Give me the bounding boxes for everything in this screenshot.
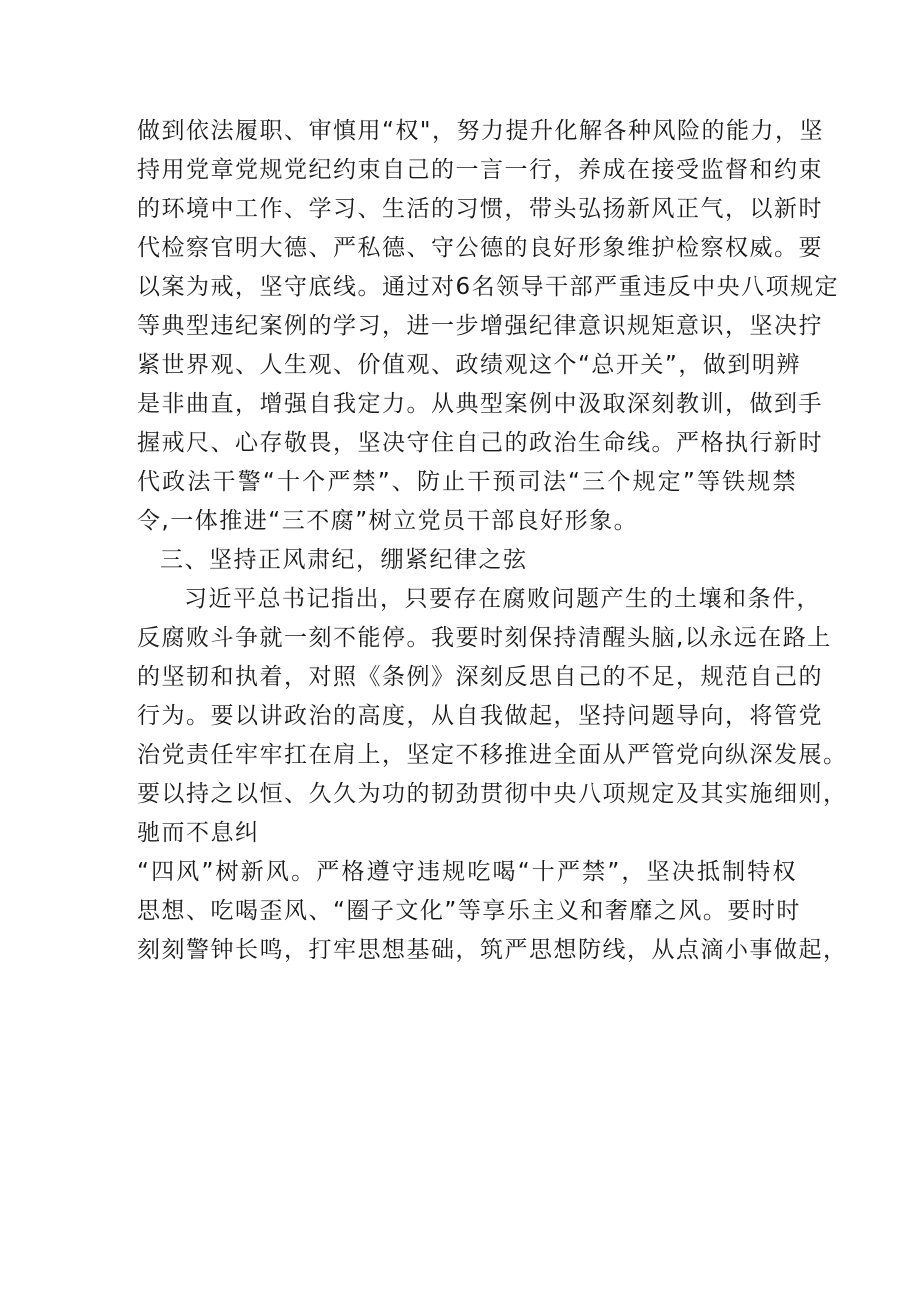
body-line: 刻刻警钟长鸣，打牢思想基础，筑严思想防线，从点滴小事做起， [137,937,848,963]
body-line: 持用党章党规党纪约束自己的一言一行，养成在接受监督和约束 [137,157,823,183]
body-line: 的坚韧和执着，对照《条例》深刻反思自己的不足，规范自己的 [137,664,823,690]
body-line: 握戒尺、心存敬畏，坚决守住自己的政治生命线。严格执行新时 [137,430,823,456]
section-heading: 三、坚持正风肃纪，绷紧纪律之弦 [160,547,528,573]
body-line: 代检察官明大德、严私德、守公德的良好形象维护检察权威。要 [137,235,823,261]
document-body [137,112,848,970]
body-line: 等典型违纪案例的学习，进一步增强纪律意识规矩意识，坚决拧 [137,313,823,339]
body-line: 要以持之以恒、久久为功的韧劲贯彻中央八项规定及其实施细则， [137,781,848,807]
body-line: 代政法干警“十个严禁”、防止干预司法“三个规定”等铁规禁 [137,469,797,495]
body-line: “四风”树新风。严格遵守违规吃喝“十严禁”，坚决抵制特权 [137,859,797,885]
body-line: 治党责任牢牢扛在肩上，坚定不移推进全面从严管党向纵深发展。 [137,742,848,768]
body-line: 思想、吃喝歪风、“圈子文化”等享乐主义和奢靡之风。要时时 [137,898,801,924]
body-line: 做到依法履职、审慎用“权"，努力提升化解各种风险的能力，坚 [137,118,824,144]
body-line: 习近平总书记指出，只要存在腐败问题产生的土壤和条件， [184,586,821,612]
body-line: 是非曲直，增强自我定力。从典型案例中汲取深刻教训，做到手 [137,391,823,417]
body-line: 的环境中工作、学习、生活的习惯，带头弘扬新风正气，以新时 [137,196,823,222]
body-line: 紧世界观、人生观、价值观、政绩观这个“总开关”，做到明辨 [137,352,801,378]
body-line: 行为。要以讲政治的高度，从自我做起，坚持问题导向，将管党 [137,703,823,729]
body-line: 以案为戒，坚守底线。通过对6名领导干部严重违反中央八项规定 [137,274,840,300]
body-line: 反腐败斗争就一刻不能停。我要时刻保持清醒头脑,以永远在路上 [137,625,832,651]
body-line: 令,一体推进“三不腐”树立党员干部良好形象。 [137,508,639,534]
body-line: 驰而不息纠 [137,820,260,846]
